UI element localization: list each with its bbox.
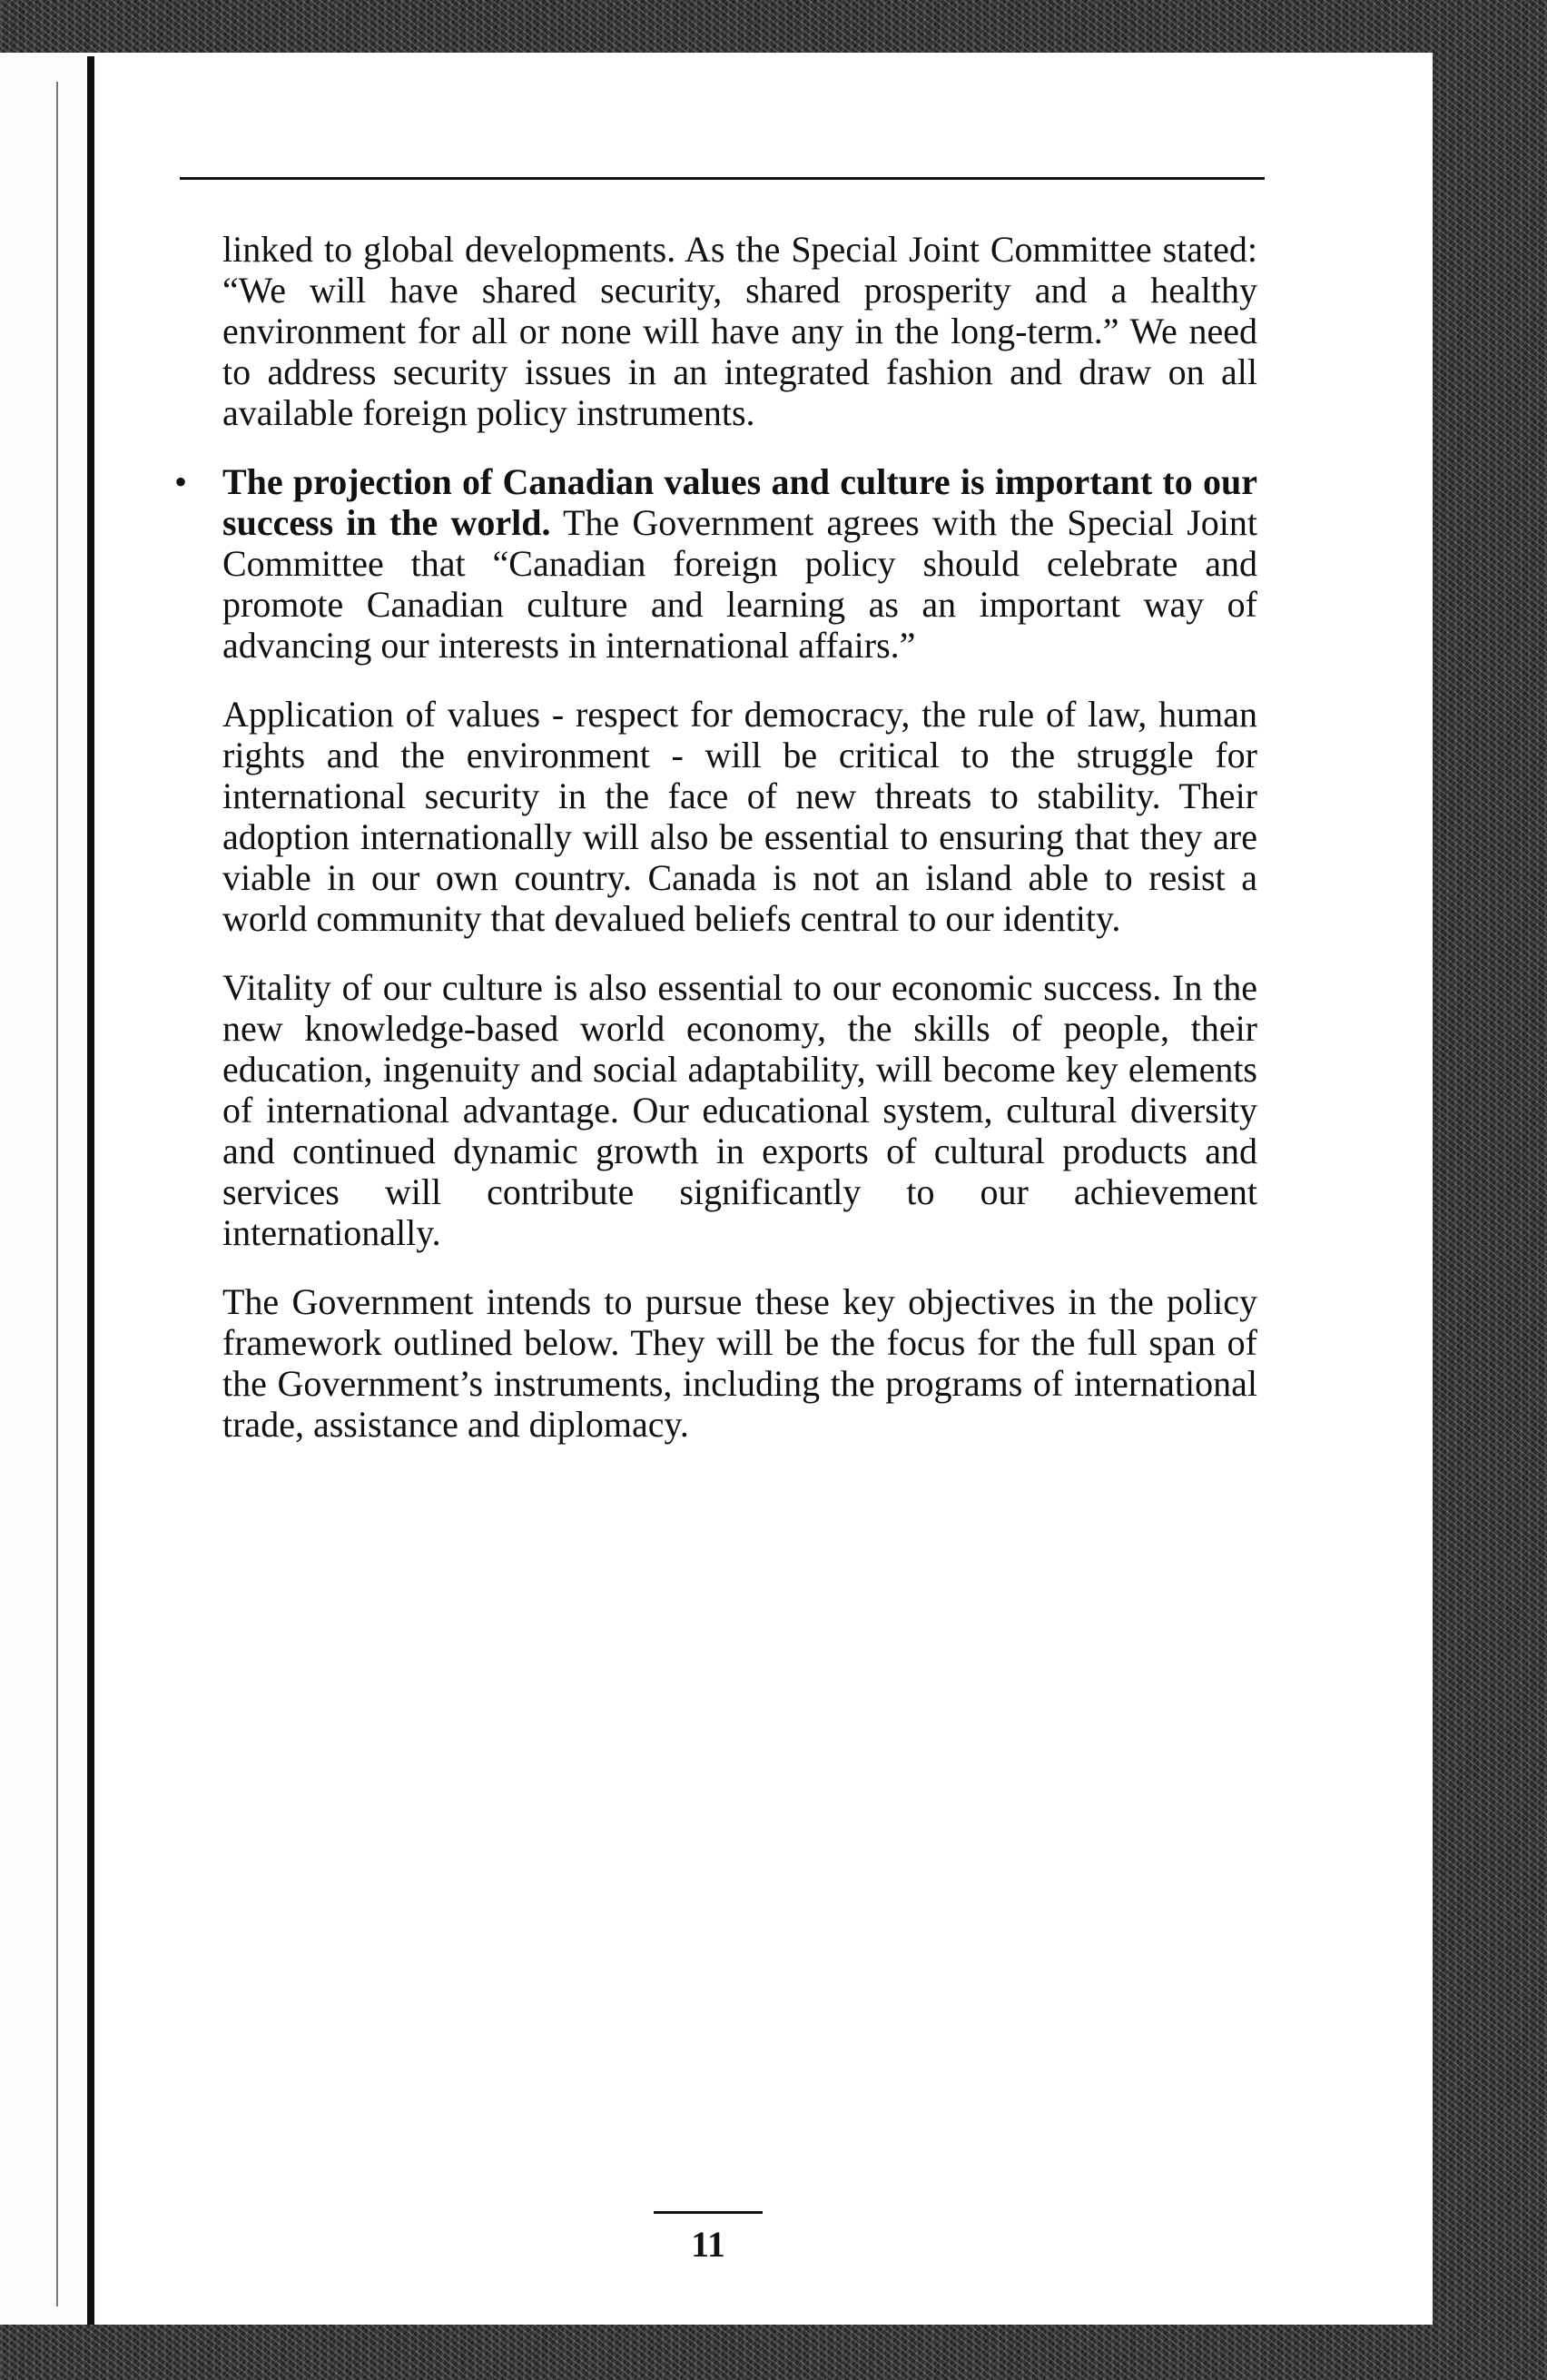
paragraph-policy-framework: The Government intends to pursue these key objectives in the policy framework outlined below. They will be the focus for the full span of the Government’s instruments, including the programs of international trade, assistance and diplomacy.: [222, 1281, 1257, 1445]
binding-edge: [0, 53, 95, 2325]
header-rule: [180, 177, 1265, 180]
page-number: 11: [691, 2224, 725, 2265]
page-body: [174, 229, 1258, 1473]
paragraph-security: linked to global developments. As the Special Joint Committee stated: “We will have shared security, shared prosperity and a healthy environment for all or none will have any in the long-term.” We need to address security issues in an integrated fashion and draw on all available foreign policy instruments.: [222, 229, 1257, 433]
bullet-body: The Government agrees with the Special Joint Committee that “Canadian foreign policy should celebrate and promote Canadian culture and learning as an important way of advancing our interests in international affairs.”: [222, 502, 1258, 666]
paragraph-application-of-values: Application of values - respect for democracy, the rule of law, human rights and the environment - will be critical to the struggle for international security in the face of new threats to stability. Their adoption internationally will also be essential to ensuring that they are viable in our own country. Canada is not an island able to resist a world community that devalued beliefs central to our identity.: [222, 694, 1257, 939]
paragraph-vitality-of-culture: Vitality of our culture is also essential to our economic success. In the new knowledge-based world economy, the skills of people, their education, ingenuity and social adaptability, will become key elements of international advantage. Our educational system, cultural diversity and continued dynamic growth in exports of cultural products and services will contribute significantly to our achievement internationally.: [222, 967, 1257, 1253]
binding-shadow-line: [56, 82, 58, 2306]
footer-rule: [654, 2211, 763, 2214]
bullet-values-culture: [174, 461, 1258, 666]
bullet-heading: The projection of Canadian values and culture is important to our success in the world.: [222, 461, 1257, 543]
bullet-marker: •: [174, 461, 188, 502]
binding-line: [87, 56, 94, 2325]
